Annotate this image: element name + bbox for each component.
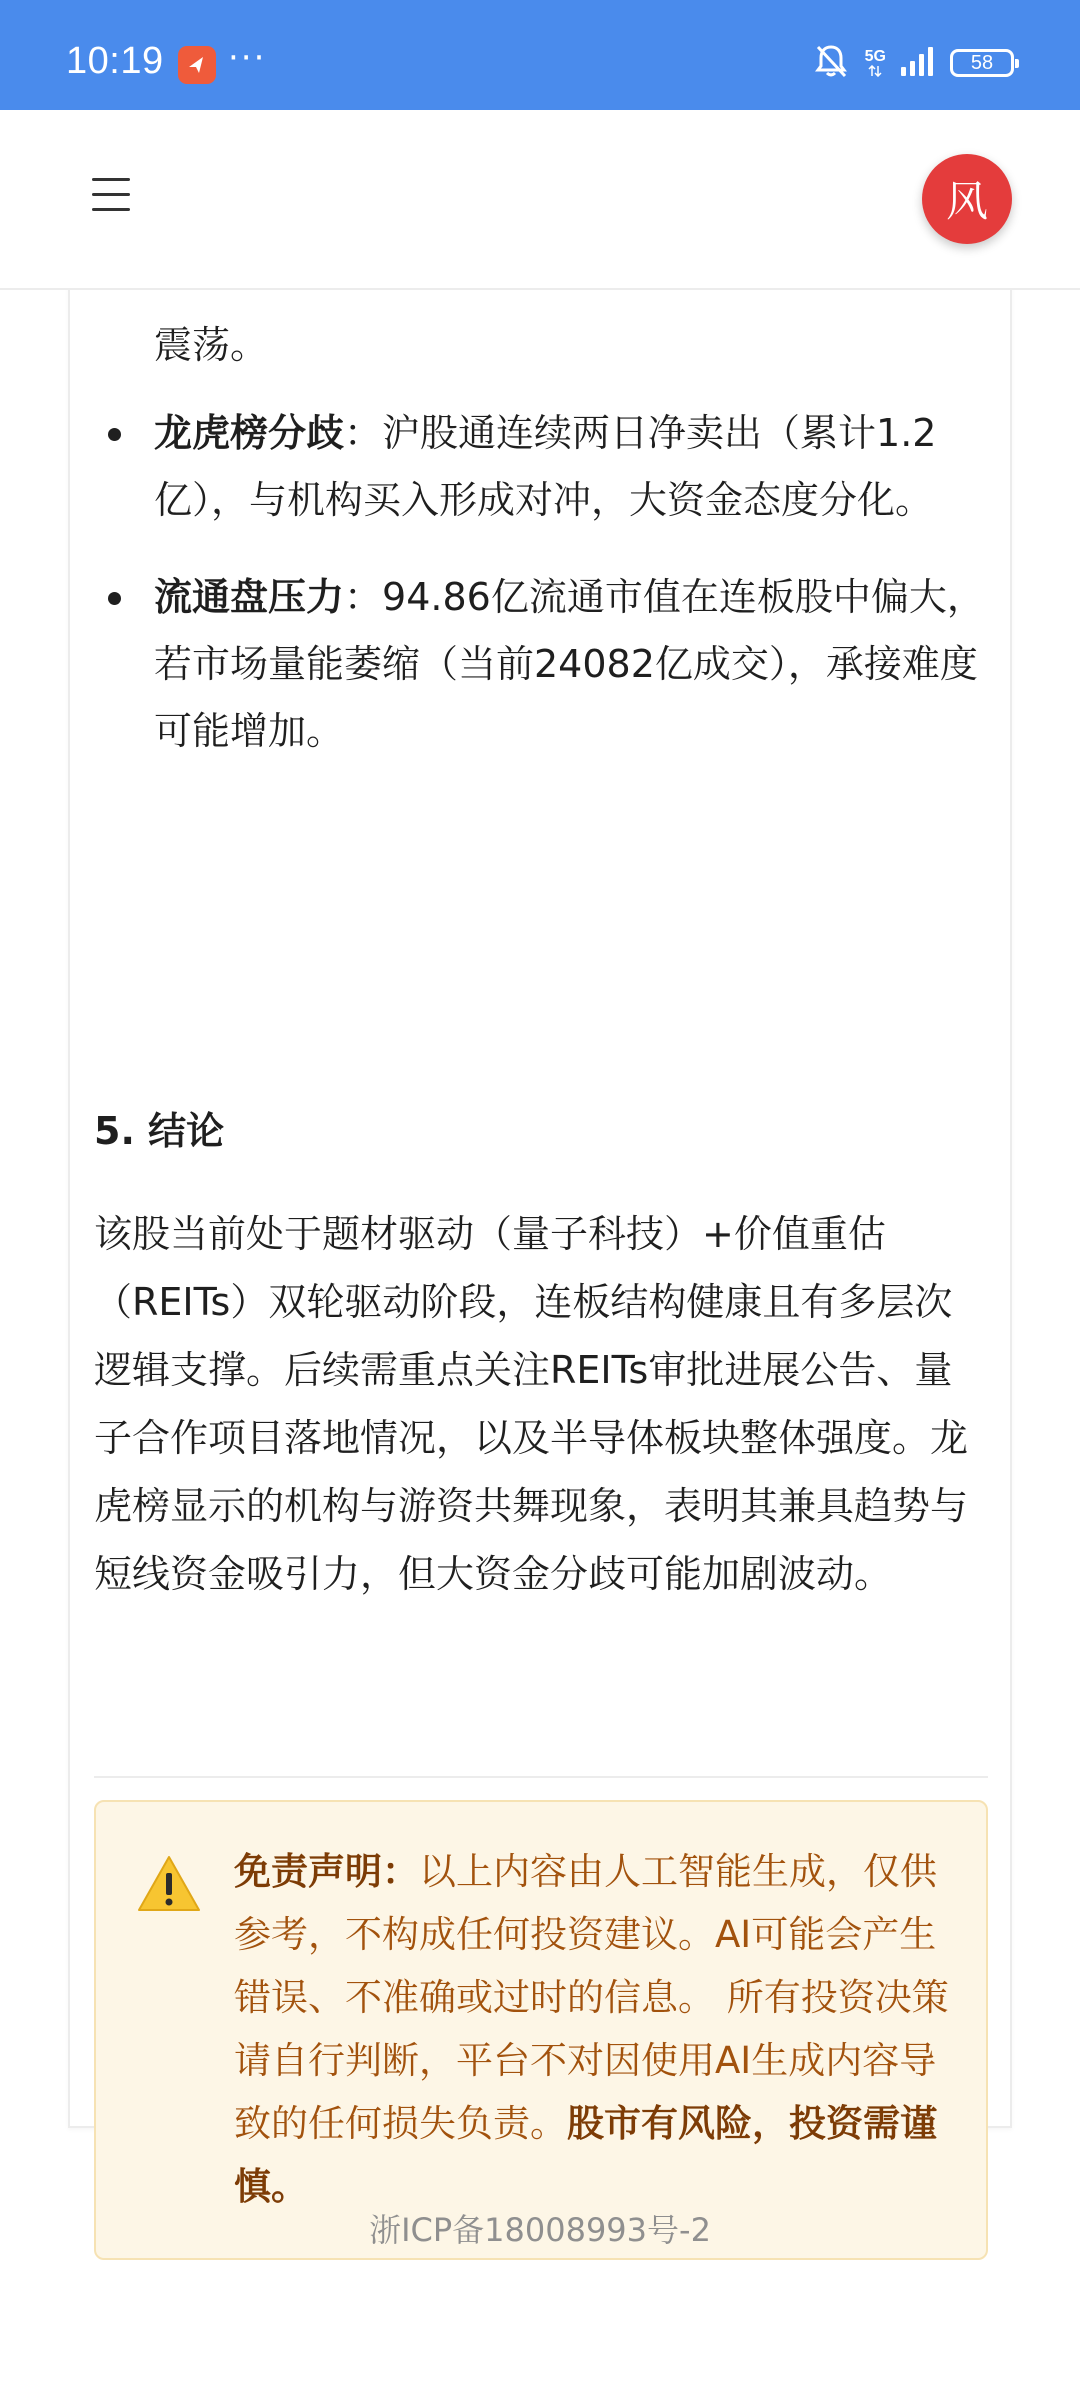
brand-logo-badge[interactable]: 风 xyxy=(922,154,1012,244)
data-arrows-icon xyxy=(868,65,882,77)
battery-level: 58 xyxy=(970,51,994,74)
icp-registration-link[interactable]: 浙ICP备18008993号-2 xyxy=(369,2211,711,2249)
risk-bullet-list xyxy=(94,400,994,795)
bullet-title: 龙虎榜分歧 xyxy=(154,411,345,455)
conclusion-paragraph: 该股当前处于题材驱动（量子科技）+价值重估（REITs）双轮驱动阶段，连板结构健康且有多层次逻辑支撑。后续需重点关注REITs审批进展公告、量子合作项目落地情况，以及半导体板块整体强度。龙虎榜显示的机构与游资共舞现象，表明其兼具趋势与短线资金吸引力，但大资金分歧可能加剧波动。 xyxy=(94,1212,969,1596)
bullet-text: 94.86亿流通市值在连板股中偏大，若市场量能萎缩（当前24082亿成交），承接难度可能增加。 xyxy=(154,575,985,753)
battery-icon xyxy=(950,49,1014,77)
section-title-conclusion: 5. 结论 xyxy=(94,1109,225,1153)
list-item xyxy=(94,564,994,765)
status-indicators xyxy=(811,38,1014,88)
disclaimer-box xyxy=(94,1800,988,2260)
more-notifications-icon: ··· xyxy=(228,38,267,78)
disclaimer-label: 免责声明： xyxy=(234,1850,419,1893)
app-header xyxy=(0,110,1080,290)
continued-text: 震荡。 xyxy=(154,323,269,367)
bell-off-icon xyxy=(811,41,851,85)
bullet-title: 流通盘压力 xyxy=(154,575,345,619)
disclaimer-emphasis: 股市有风险，投资需谨慎。 xyxy=(234,2102,937,2208)
bullet-separator: ： xyxy=(344,575,383,619)
network-indicator xyxy=(865,49,886,77)
disclaimer-body: 以上内容由人工智能生成，仅供参考，不构成任何投资建议。AI可能会产生错误、不准确或过时的信息。 所有投资决策请自行判断，平台不对因使用AI生成内容导致的任何损失负责。 xyxy=(234,1850,949,2145)
signal-bars-icon xyxy=(900,45,936,81)
status-time: 10:19 xyxy=(66,40,164,82)
network-type-label: 5G xyxy=(864,48,886,65)
content-card xyxy=(68,200,1012,2208)
divider xyxy=(94,1776,988,1778)
status-bar xyxy=(0,0,1080,110)
bullet-separator: ： xyxy=(344,411,383,455)
bullet-text: 沪股通连续两日净卖出（累计1.2亿），与机构买入形成对冲，大资金态度分化。 xyxy=(154,411,937,522)
hamburger-menu-icon[interactable] xyxy=(92,178,130,214)
list-item xyxy=(94,400,994,534)
disclaimer-text xyxy=(234,1840,954,2218)
warning-triangle-icon xyxy=(136,1854,202,1918)
notification-app-icon xyxy=(178,46,216,84)
